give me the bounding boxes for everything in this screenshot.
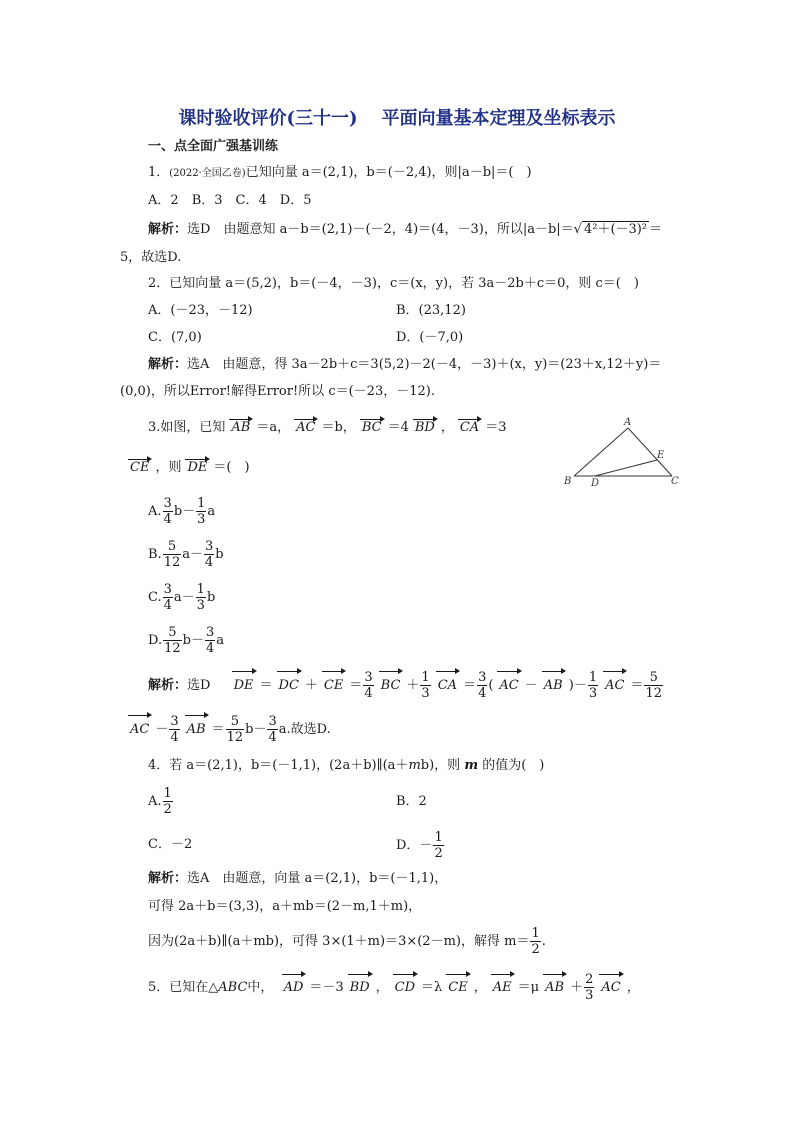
q2-option-d[interactable]: D．(－7,0) xyxy=(396,330,464,345)
sqrt-symbol: √ xyxy=(573,222,582,237)
q4-answer-line2: 可得 2a＋b＝(3,3)，a＋mb＝(2－m,1＋m)， xyxy=(148,899,422,914)
numerator: 5 xyxy=(226,714,245,730)
fraction xyxy=(477,670,487,701)
vector-ab: AB xyxy=(542,670,565,702)
q1-options xyxy=(148,191,311,211)
vector-ab: AB xyxy=(185,714,208,746)
denominator: 2 xyxy=(531,942,540,957)
q5-text: 5．已知在△ xyxy=(148,980,219,995)
q1-option-a[interactable]: A．2 xyxy=(148,193,179,208)
numerator: 1 xyxy=(434,830,443,845)
option-text: a－ xyxy=(173,590,195,605)
denominator: 12 xyxy=(164,641,181,656)
fraction xyxy=(530,926,540,957)
vector-ce: CE xyxy=(322,670,345,702)
option-text: b－ xyxy=(182,633,204,648)
vector-ab: AB xyxy=(543,973,566,1003)
q3-answer-line2 xyxy=(124,714,331,746)
fraction xyxy=(196,496,206,527)
option-text: a－ xyxy=(182,547,203,562)
vector-ca: CA xyxy=(458,418,481,438)
vector-ab: AB xyxy=(229,418,252,438)
option-letter: D. xyxy=(148,633,163,648)
q1-sqrt-content: 4²＋(－3)² xyxy=(583,222,648,237)
q3-option-c[interactable] xyxy=(148,582,215,613)
fraction xyxy=(196,582,206,613)
q4-text: b)，则 xyxy=(420,758,461,773)
vector-ac: AC xyxy=(603,670,626,702)
q5-text: 中， xyxy=(247,980,274,995)
vector-ce: CE xyxy=(128,458,151,478)
fraction xyxy=(205,625,215,656)
fraction xyxy=(226,714,245,745)
q3-answer-text: b－ xyxy=(245,722,267,737)
q3-answer-pick: 选D xyxy=(187,678,211,693)
denominator: 4 xyxy=(163,512,172,527)
q1-source: (2022·全国乙卷) xyxy=(169,168,246,179)
fraction xyxy=(588,670,598,701)
q4-option-c[interactable]: C．－2 xyxy=(148,837,193,852)
section-heading: 一、点全面广强基训练 xyxy=(148,139,279,154)
numerator: 1 xyxy=(197,496,206,511)
q3-text: ＝a， xyxy=(256,420,291,435)
q3-answer-line1 xyxy=(148,670,664,702)
q1-answer-text: 选D 由题意知 a－b＝(2,1)－(－2，4)＝(4，－3)，所以|a－b|＝ xyxy=(187,222,574,237)
numerator: 2 xyxy=(585,972,594,987)
q2-answer-text: 选A 由题意，得 3a－2b＋c＝3(5,2)－2(－4，－3)＋(x，y)＝(23＋x,12＋y)＝ xyxy=(187,357,662,372)
denominator: 4 xyxy=(170,730,179,745)
plus: ＋ xyxy=(304,678,318,693)
vector-de: DE xyxy=(185,458,209,478)
title-main: 课时验收评价(三十一) xyxy=(178,108,358,129)
denominator: 4 xyxy=(268,730,277,745)
option-letter: A. xyxy=(148,504,162,519)
minus: － xyxy=(524,678,538,693)
denominator: 2 xyxy=(434,846,443,861)
fraction xyxy=(644,670,663,701)
fraction xyxy=(169,714,179,745)
denominator: 4 xyxy=(163,598,172,613)
q3-answer-text: a.故选D. xyxy=(278,722,331,737)
q4-option-a[interactable] xyxy=(148,786,174,817)
denominator: 4 xyxy=(205,641,215,656)
q3-text: ＝3 xyxy=(485,420,507,435)
vector-ae: AE xyxy=(491,973,514,1003)
option-text: a xyxy=(207,504,216,519)
q4-option-d[interactable] xyxy=(396,830,445,861)
paren: ) xyxy=(568,678,574,693)
q3-text: ＝b， xyxy=(321,420,356,435)
q1-text: 已知向量 a＝(2,1)，b＝(－2,4)，则|a－b|＝( ) xyxy=(245,165,532,180)
vector-cd: CD xyxy=(393,973,417,1003)
option-letter: B. xyxy=(148,547,162,562)
denominator: 12 xyxy=(645,686,663,701)
q5-text: ， xyxy=(375,980,389,995)
q4-answer-text: 选A 由题意，向量 a＝(2,1)，b＝(－1,1)， xyxy=(187,871,448,886)
triangle-figure xyxy=(558,414,688,492)
denominator: 12 xyxy=(163,555,181,570)
numerator: 3 xyxy=(364,670,373,685)
q5-text: ， xyxy=(626,980,640,995)
fraction xyxy=(267,714,277,745)
q4-option-b[interactable]: B．2 xyxy=(396,794,427,809)
numerator: 3 xyxy=(268,714,277,729)
option-text: a xyxy=(216,633,225,648)
fraction xyxy=(163,582,173,613)
fraction xyxy=(433,830,443,861)
numerator: 5 xyxy=(644,670,663,686)
period: . xyxy=(541,934,546,949)
equals: ＝ xyxy=(463,678,477,693)
q3-text: ＝4 xyxy=(387,420,409,435)
numerator: 3 xyxy=(163,582,172,597)
vector-ac: AC xyxy=(497,670,520,702)
equals: ＝ xyxy=(211,722,225,737)
point-d-label: D xyxy=(591,478,600,489)
q4-answer-text: 因为(2a＋b)∥(a＋mb)，可得 3×(1＋m)＝3×(2－m)，解得 m＝ xyxy=(148,934,530,949)
q5-text: ， xyxy=(473,980,487,995)
vector-ad: AD xyxy=(282,973,306,1003)
q4-variable-m: m xyxy=(408,758,421,773)
vector-bc: BC xyxy=(379,670,403,702)
denominator: 3 xyxy=(585,988,594,1003)
q1-number: 1． xyxy=(148,165,170,180)
fraction xyxy=(163,539,182,570)
q4-answer-label: 解析： xyxy=(148,871,188,886)
q1-answer-line2: 5，故选D. xyxy=(120,250,182,265)
denominator: 3 xyxy=(588,686,598,701)
fraction xyxy=(363,670,373,701)
q1-stem xyxy=(148,163,532,184)
q5-text: ＋ xyxy=(570,980,584,995)
q5-text: ＝－3 xyxy=(309,980,344,995)
fraction xyxy=(204,539,214,570)
q5-text: ＝λ xyxy=(421,980,443,995)
q3-text: ， xyxy=(440,420,454,435)
q2-stem: 2．已知向量 a＝(5,2)，b＝(－4，－3)，c＝(x，y)，若 3a－2b＋c＝0，则 c＝( ) xyxy=(148,276,639,291)
vector-de: DE xyxy=(232,670,256,702)
option-letter: D．－ xyxy=(396,838,433,853)
q3-option-b[interactable] xyxy=(148,539,224,570)
q3-text: ，则 xyxy=(155,460,182,475)
numerator: 1 xyxy=(421,670,430,685)
fraction xyxy=(163,496,173,527)
page-title xyxy=(0,104,794,130)
numerator: 1 xyxy=(588,670,598,685)
minus: － xyxy=(155,722,169,737)
vector-ac: AC xyxy=(294,418,317,438)
vector-ce: CE xyxy=(446,973,469,1003)
plus: ＋ xyxy=(406,678,420,693)
vector-dc: DC xyxy=(277,670,301,702)
option-letter: C. xyxy=(148,590,162,605)
q2-option-b[interactable]: B．(23,12) xyxy=(396,303,466,318)
vertex-c-label: C xyxy=(671,476,679,487)
minus: － xyxy=(573,678,587,693)
fraction xyxy=(163,786,173,817)
fraction xyxy=(584,972,594,1003)
option-letter: A. xyxy=(148,794,162,809)
numerator: 3 xyxy=(478,670,487,685)
numerator: 1 xyxy=(163,786,172,801)
q3-stem-line1 xyxy=(148,418,506,438)
q3-number: 3. xyxy=(148,420,161,435)
vector-ac: AC xyxy=(599,973,622,1003)
q1-answer-line1 xyxy=(148,220,662,240)
q3-stem-line2 xyxy=(124,458,250,478)
q5-stem xyxy=(148,972,640,1003)
denominator: 4 xyxy=(364,686,373,701)
equals: ＝ xyxy=(349,678,363,693)
q3-text: ＝( ) xyxy=(213,460,250,475)
denominator: 4 xyxy=(205,555,214,570)
q4-text: 4．若 a＝(2,1)，b＝(－1,1)，(2a＋b)∥(a＋ xyxy=(148,758,409,773)
q3-option-a[interactable] xyxy=(148,496,215,527)
q3-answer-label: 解析： xyxy=(148,678,188,693)
option-text: b xyxy=(215,547,224,562)
q4-stem xyxy=(148,756,544,776)
denominator: 3 xyxy=(421,686,430,701)
vector-bd: BD xyxy=(348,973,372,1003)
q4-answer-line1 xyxy=(148,869,447,889)
option-text: b xyxy=(206,590,216,605)
q3-text: 如图，已知 xyxy=(160,420,226,435)
q4-variable-m: m xyxy=(464,758,479,773)
numerator: 3 xyxy=(170,714,179,729)
denominator: 12 xyxy=(226,730,244,745)
equals: ＝ xyxy=(259,678,273,693)
vector-bc: BC xyxy=(360,418,384,438)
fraction xyxy=(420,670,430,701)
numerator: 5 xyxy=(163,625,182,641)
denominator: 4 xyxy=(478,686,487,701)
q1-option-b[interactable]: B．3 xyxy=(191,193,223,208)
vector-bd: BD xyxy=(413,418,437,438)
q1-option-c[interactable]: C．4 xyxy=(235,193,267,208)
q1-option-d[interactable]: D．5 xyxy=(279,193,312,208)
numerator: 3 xyxy=(205,539,214,554)
q1-answer-label: 解析： xyxy=(148,222,188,237)
vector-ac: AC xyxy=(128,714,151,746)
q2-option-a[interactable]: A．(－23，－12) xyxy=(148,303,253,318)
vertex-b-label: B xyxy=(564,476,572,487)
numerator: 1 xyxy=(196,582,205,597)
point-e-label: E xyxy=(657,450,665,461)
q2-answer-line1 xyxy=(148,355,661,375)
denominator: 3 xyxy=(197,512,206,527)
q4-text: 的值为( ) xyxy=(482,758,545,773)
denominator: 3 xyxy=(196,598,205,613)
q5-text: ＝μ xyxy=(517,980,540,995)
numerator: 3 xyxy=(163,496,172,511)
q2-option-c[interactable]: C．(7,0) xyxy=(148,330,202,345)
q5-triangle: ABC xyxy=(218,980,248,995)
q2-answer-label: 解析： xyxy=(148,357,188,372)
numerator: 1 xyxy=(531,926,540,941)
fraction xyxy=(163,625,182,656)
vector-ca: CA xyxy=(436,670,459,702)
q2-answer-line2: (0,0)，所以Error!解得Error!所以 c＝(－23，－12). xyxy=(120,384,435,399)
q3-option-d[interactable] xyxy=(148,625,224,656)
q4-answer-line3 xyxy=(148,926,546,957)
numerator: 3 xyxy=(205,625,215,640)
title-sub: 平面向量基本定理及坐标表示 xyxy=(381,108,616,129)
paren: ( xyxy=(488,678,494,693)
q1-answer-equals: ＝ xyxy=(649,222,663,237)
equals: ＝ xyxy=(630,678,644,693)
denominator: 2 xyxy=(163,802,172,817)
option-text: b－ xyxy=(173,504,196,519)
vertex-a-label: A xyxy=(624,417,632,428)
numerator: 5 xyxy=(163,539,182,555)
